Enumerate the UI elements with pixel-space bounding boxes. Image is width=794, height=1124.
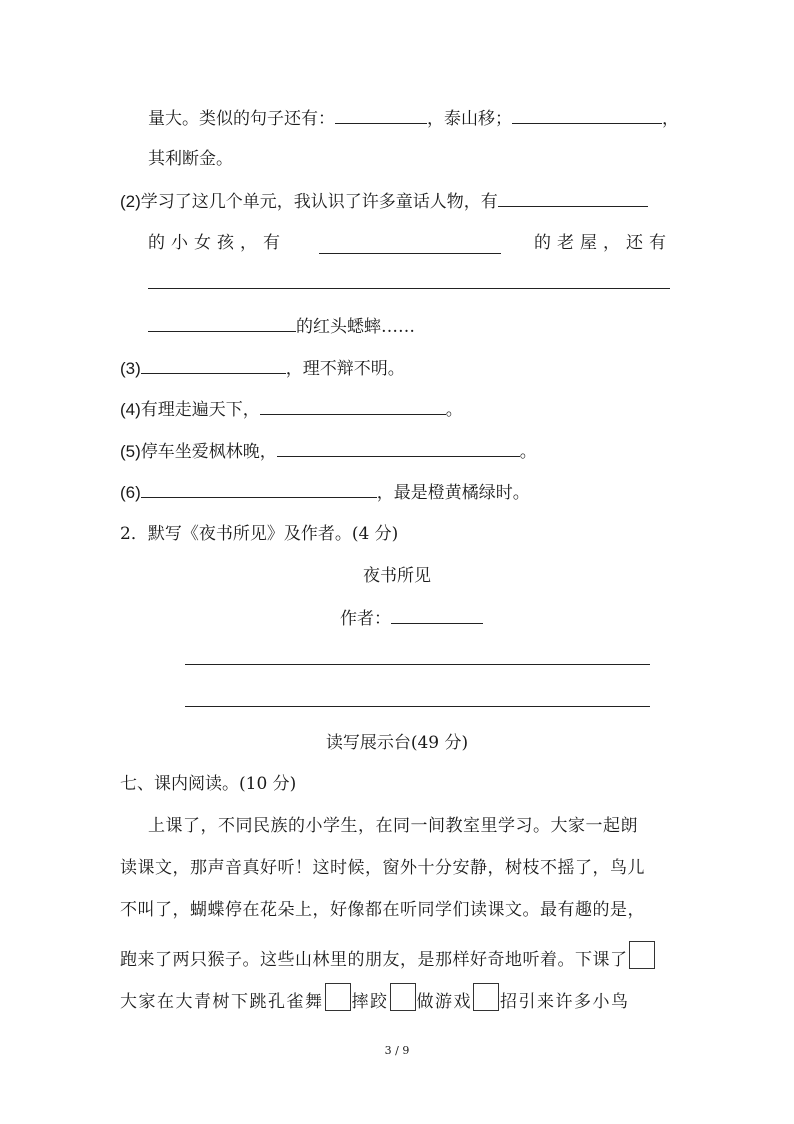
question-1-2-line3: [148, 272, 670, 295]
question-1-2-line4: 的红头蟋蟀……: [148, 315, 415, 338]
answer-blank[interactable]: [148, 272, 670, 289]
answer-blank[interactable]: [185, 690, 650, 707]
q1-continuation-line2: 其利断金。: [148, 149, 233, 169]
answer-blank[interactable]: [335, 107, 427, 124]
punctuation-box[interactable]: [325, 983, 351, 1011]
poem-line-1: [185, 648, 650, 671]
answer-blank[interactable]: [185, 648, 650, 665]
question-1-6: (6) ，最是橙黄橘绿时。: [120, 483, 530, 503]
passage-line: 大家在大青树下跳孔雀舞 摔跤 做游戏 招引来许多小鸟: [120, 983, 630, 1013]
question-1-2-line1: (2)学习了这几个单元，我认识了许多童话人物，有: [120, 190, 648, 213]
passage-line: 上课了，不同民族的小学生，在同一间教室里学习。大家一起朗: [148, 816, 638, 836]
author-blank[interactable]: [391, 607, 483, 624]
punctuation-box[interactable]: [390, 983, 416, 1011]
poem-author-line: 作者：: [340, 607, 483, 630]
answer-blank[interactable]: [277, 440, 520, 457]
poem-line-2: [185, 690, 650, 713]
question-1-2-line2: 的小女孩，有 的老屋，还有: [148, 233, 672, 253]
q1-continuation-line1: 量大。类似的句子还有： ，泰山移； ，: [148, 109, 679, 129]
question-2: 2．默写《夜书所见》及作者。(4 分): [120, 524, 399, 544]
section-title: 读写展示台(49 分): [325, 733, 469, 753]
answer-blank[interactable]: [512, 107, 662, 124]
passage-line: 不叫了，蝴蝶停在花朵上，好像都在听同学们读课文。最有趣的是，: [120, 900, 645, 920]
passage-line: 跑来了两只猴子。这些山林里的朋友，是那样好奇地听着。下课了: [120, 941, 656, 971]
punctuation-box[interactable]: [473, 983, 499, 1011]
question-1-3: (3) ，理不辩不明。: [120, 359, 405, 379]
punctuation-box[interactable]: [629, 941, 655, 969]
answer-blank[interactable]: [498, 190, 648, 207]
answer-blank[interactable]: [260, 398, 446, 415]
answer-blank[interactable]: [141, 357, 286, 374]
poem-title: 夜书所见: [363, 566, 431, 586]
question-7-title: 七、课内阅读。(10 分): [120, 774, 297, 794]
answer-blank[interactable]: [141, 481, 377, 498]
question-1-4: (4)有理走遍天下， 。: [120, 400, 463, 420]
page-number: 3 / 9: [384, 1044, 410, 1057]
answer-blank[interactable]: [319, 237, 501, 254]
question-1-5: (5)停车坐爱枫林晚， 。: [120, 442, 537, 462]
answer-blank[interactable]: [148, 315, 296, 332]
passage-line: 读课文，那声音真好听！这时候，窗外十分安静，树枝不摇了，鸟儿: [120, 858, 645, 878]
